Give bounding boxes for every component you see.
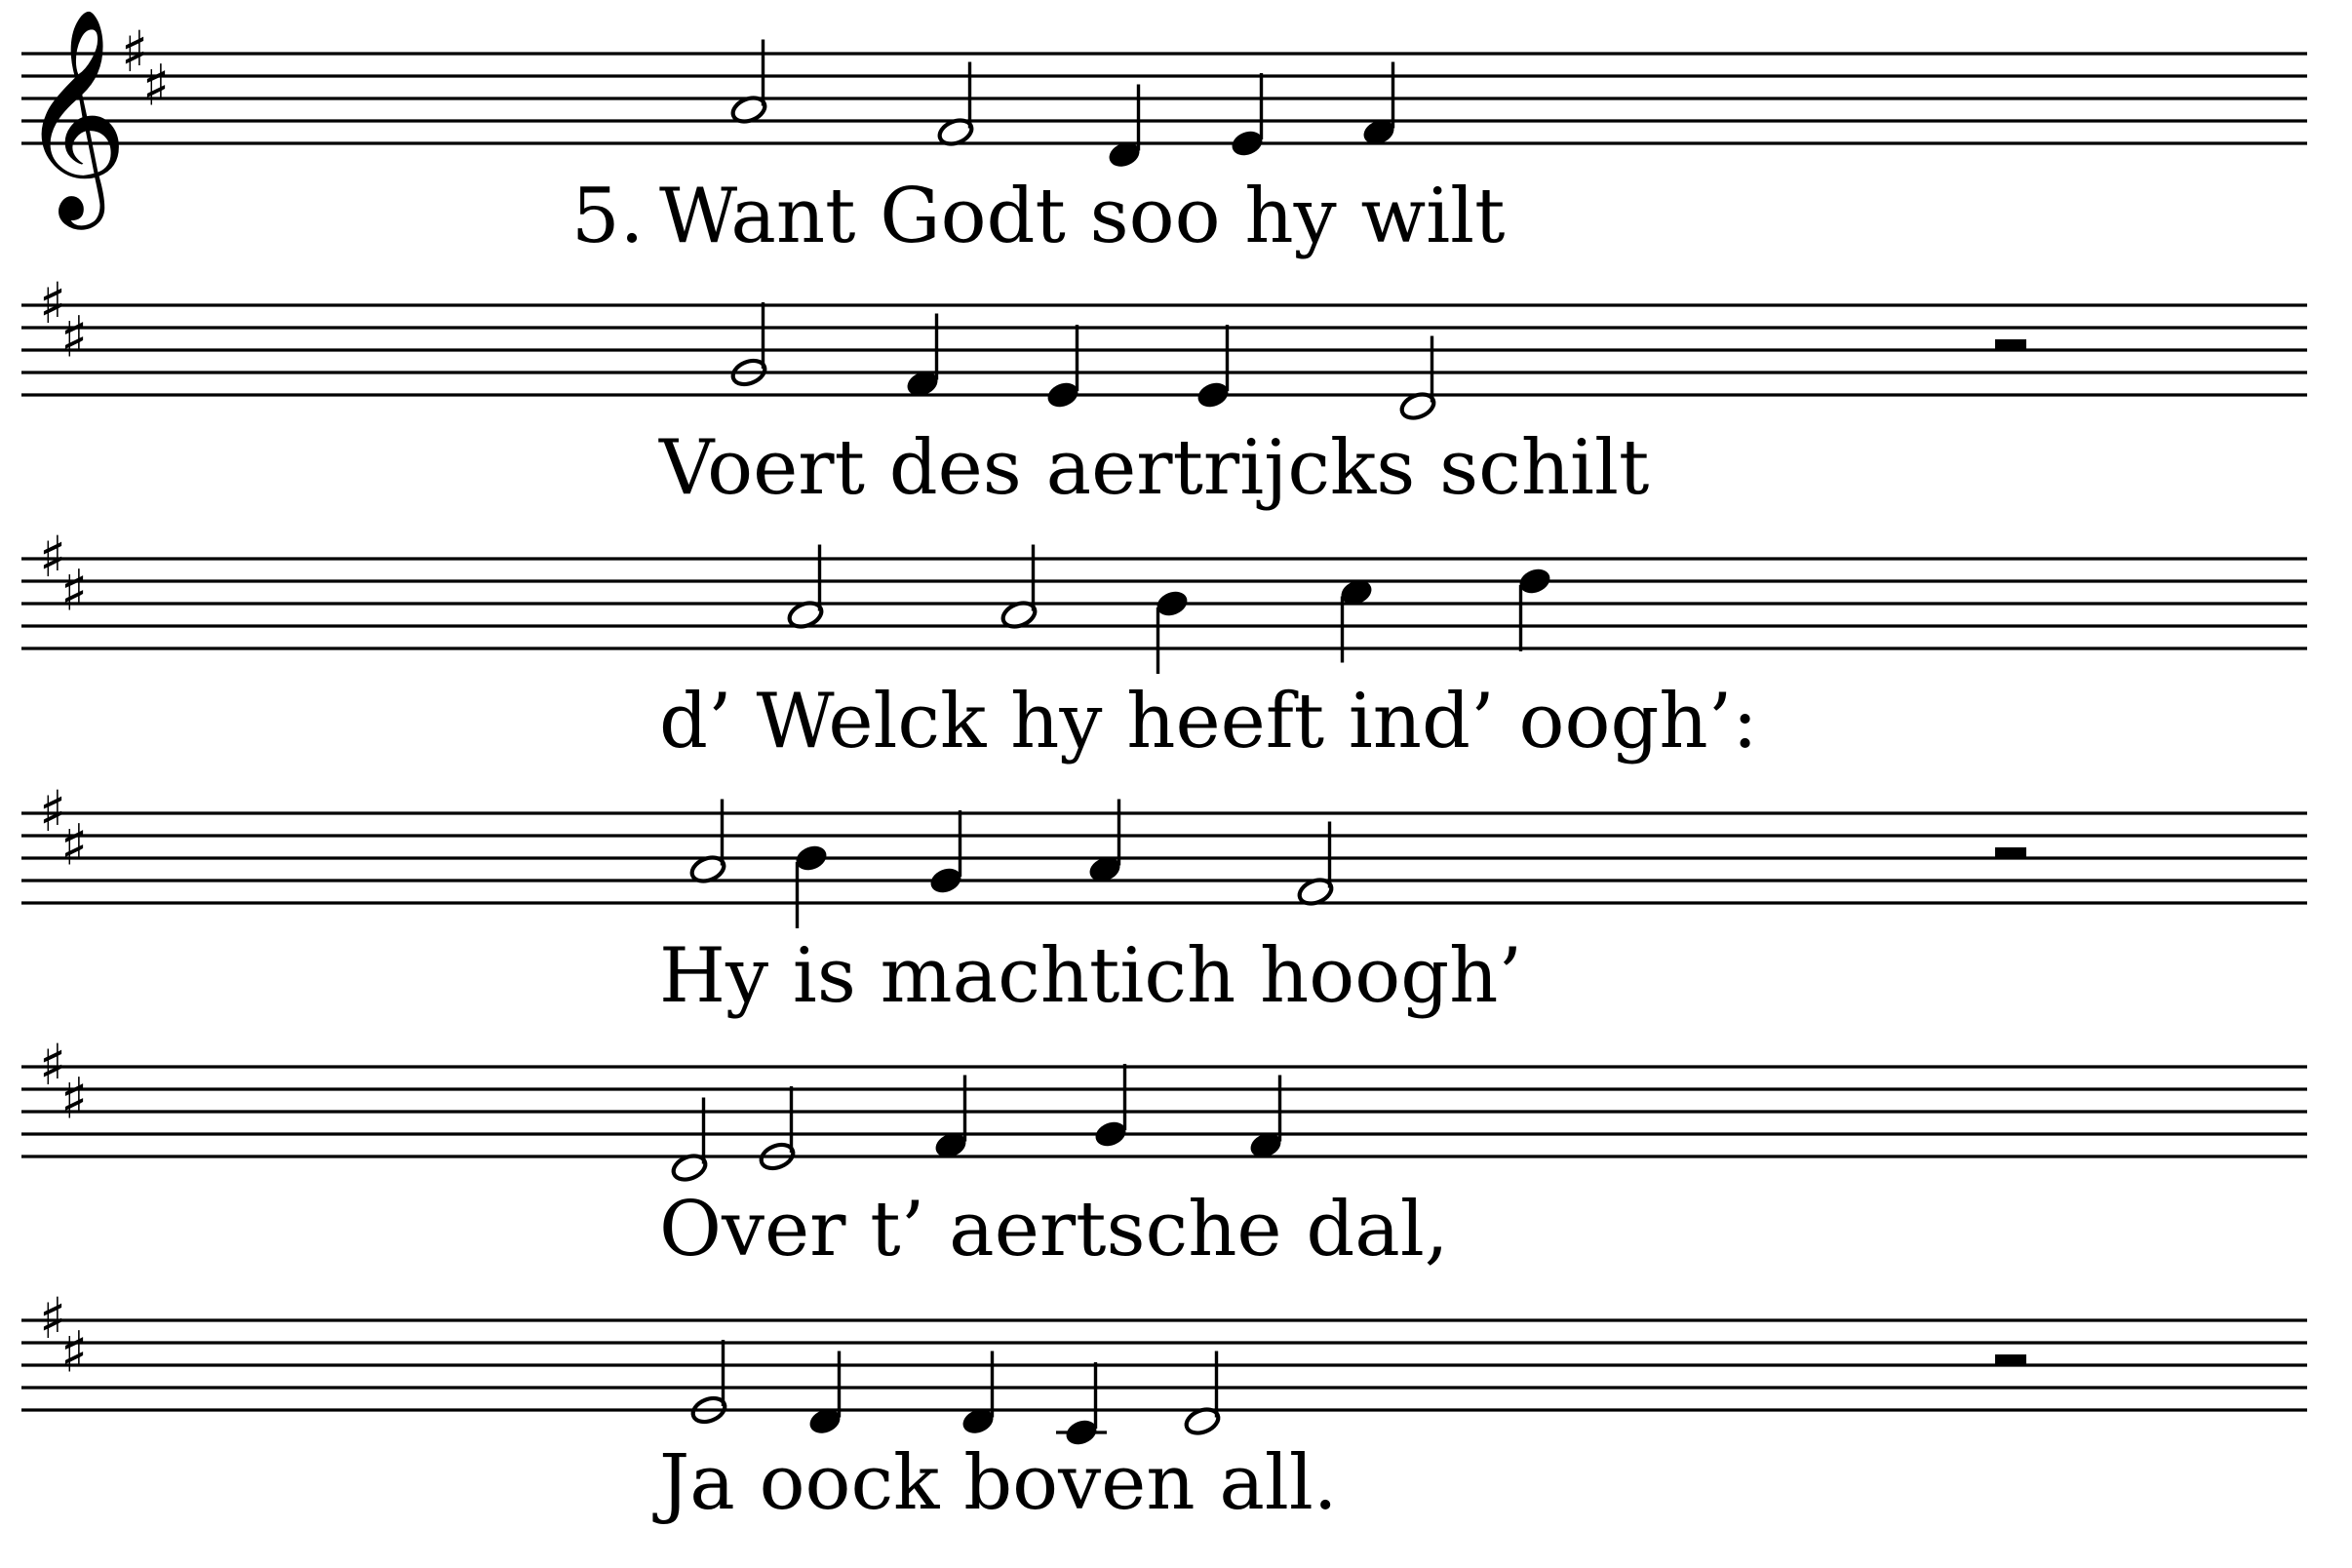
key-sharp-icon: ♯ [60, 1318, 89, 1386]
lyric-line: Want Godt soo hy wilt [659, 173, 1506, 260]
staff-system [21, 1285, 2307, 1527]
key-sharp-icon: ♯ [39, 270, 67, 336]
note-e4-quarter [1195, 325, 1232, 412]
treble-clef-icon: 𝄞 [20, 7, 129, 220]
note-b4-quarter [793, 842, 830, 928]
lyric-line: Voert des aertrijcks schilt [659, 424, 1650, 512]
note-g4-quarter [927, 810, 964, 897]
key-sharp-icon: ♯ [60, 303, 89, 371]
note-g4-quarter [1092, 1064, 1129, 1151]
note-e4-quarter [1229, 73, 1266, 160]
key-sharp-icon: ♯ [39, 778, 67, 844]
key-sharp-icon: ♯ [39, 1285, 67, 1352]
note-e4-half [689, 1340, 728, 1427]
note-b4-quarter [1154, 587, 1191, 674]
note-c4-quarter [1056, 1362, 1107, 1449]
staff-system [21, 778, 2307, 1020]
lyric-line: Over t’ aertsche dal, [659, 1186, 1449, 1274]
key-sharp-icon: ♯ [39, 524, 67, 590]
lyric-line: Ja oock boven all. [659, 1439, 1338, 1527]
staff-system [21, 524, 2307, 765]
half-rest-icon [1995, 339, 2026, 350]
half-rest-icon [1995, 1354, 2026, 1365]
note-d5-quarter [1516, 565, 1553, 651]
key-sharp-icon: ♯ [121, 19, 149, 85]
note-g4-half [729, 302, 768, 389]
key-sharp-icon: ♯ [39, 1032, 67, 1098]
staff-system [21, 270, 2307, 512]
key-sharp-icon: ♯ [60, 1065, 89, 1132]
staff-system [21, 1032, 2307, 1274]
key-sharp-icon: ♯ [142, 52, 171, 119]
lyric-line: Hy is machtich hoogh’ [659, 932, 1523, 1020]
key-sharp-icon: ♯ [60, 811, 89, 879]
staff-system [20, 7, 2307, 260]
lyric-line: d’ Welck hy heeft ind’ oogh’: [659, 678, 1758, 765]
key-sharp-icon: ♯ [60, 557, 89, 624]
verse-number: 5. [571, 173, 645, 260]
note-e4-quarter [1044, 325, 1081, 412]
note-e4-half [758, 1086, 797, 1173]
half-rest-icon [1995, 847, 2026, 858]
